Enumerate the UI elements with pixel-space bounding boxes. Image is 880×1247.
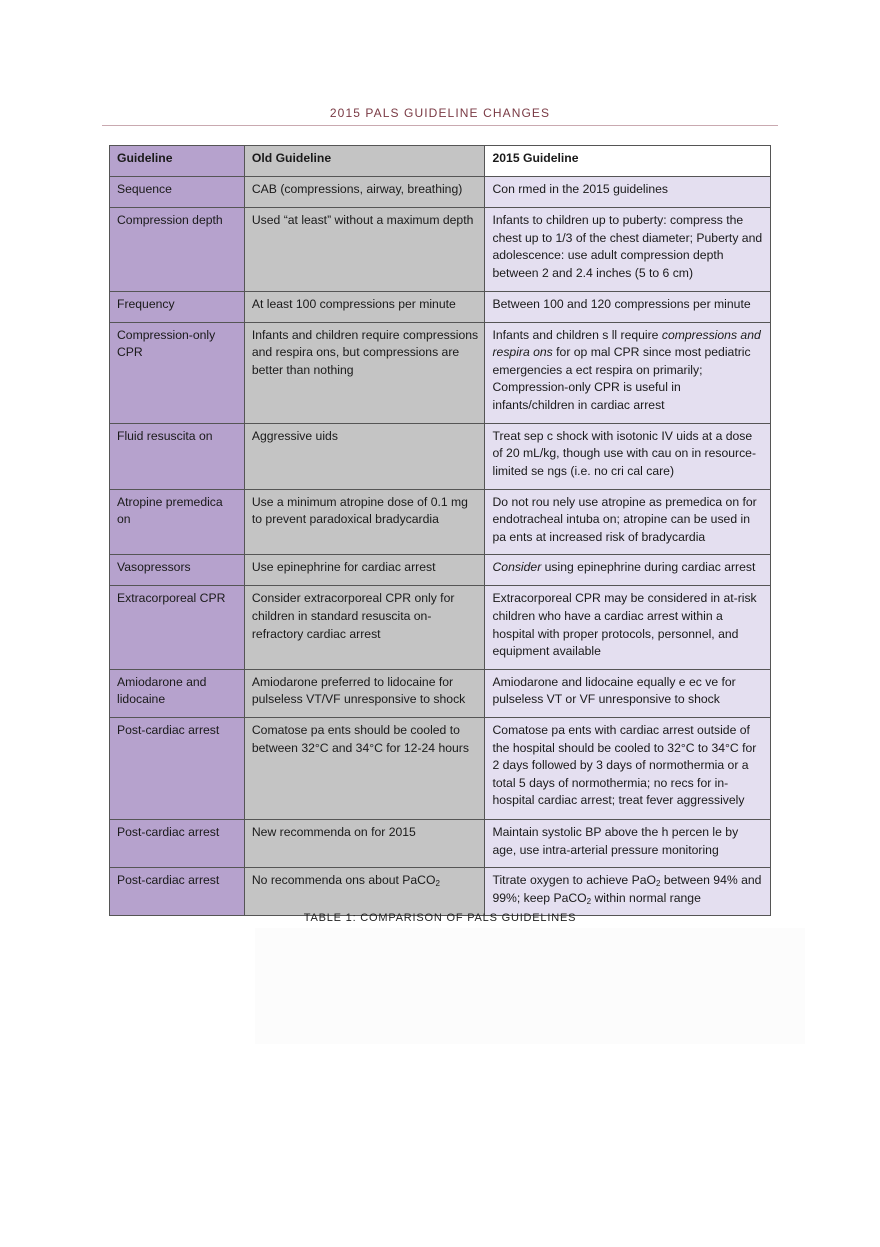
guideline-cell: Post-cardiac arrest xyxy=(110,717,245,819)
guideline-cell: Compression depth xyxy=(110,208,245,292)
guideline-comparison-table xyxy=(109,145,771,916)
new-guideline-cell: Between 100 and 120 compressions per minute xyxy=(485,292,771,323)
old-guideline-cell: Aggressive uids xyxy=(244,423,485,489)
table-row xyxy=(110,177,771,208)
old-guideline-cell: Use a minimum atropine dose of 0.1 mg to prevent paradoxical bradycardia xyxy=(244,489,485,555)
page-header: 2015 PALS GUIDELINE CHANGES xyxy=(329,106,551,120)
old-guideline-cell: Used “at least” without a maximum depth xyxy=(244,208,485,292)
guideline-cell: Post-cardiac arrest xyxy=(110,819,245,867)
guideline-cell: Post-cardiac arrest xyxy=(110,868,245,916)
new-guideline-cell: Infants to children up to puberty: compress the chest up to 1/3 of the chest diameter; Puberty and adolescence: use adult compression depth between 2 and 2.4 inches (5 to 6 cm) xyxy=(485,208,771,292)
table-row xyxy=(110,322,771,423)
table-header-row xyxy=(110,146,771,177)
table-row xyxy=(110,669,771,717)
guideline-cell: Atropine premedica on xyxy=(110,489,245,555)
old-guideline-cell: Consider extracorporeal CPR only for children in standard resuscita on-refractory cardiac arrest xyxy=(244,586,485,669)
guideline-cell: Vasopressors xyxy=(110,555,245,586)
old-guideline-cell: No recommenda ons about PaCO$_2$ xyxy=(244,868,485,916)
table-row xyxy=(110,292,771,323)
new-guideline-cell: Treat sep c shock with isotonic IV uids at a dose of 20 mL/kg, though use with cau on in resource-limited se ngs (i.e. no cri cal care) xyxy=(485,423,771,489)
guideline-cell: Amiodarone and lidocaine xyxy=(110,669,245,717)
table-row xyxy=(110,555,771,586)
old-guideline-cell: Use epinephrine for cardiac arrest xyxy=(244,555,485,586)
old-guideline-cell: At least 100 compressions per minute xyxy=(244,292,485,323)
column-header-guideline: Guideline xyxy=(110,146,245,177)
new-guideline-cell: Infants and children s ll require compressions and respira ons for op mal CPR since most pediatric emergencies a ect respira on primarily; Compression-only CPR is useful in infants/children in cardiac arrest xyxy=(485,322,771,423)
new-guideline-cell: Do not rou nely use atropine as premedica on for endotracheal intuba on; atropine can be used in pa ents at increased risk of bradycardia xyxy=(485,489,771,555)
table-row xyxy=(110,208,771,292)
guideline-cell: Sequence xyxy=(110,177,245,208)
table-row xyxy=(110,586,771,669)
new-guideline-cell: Comatose pa ents with cardiac arrest outside of the hospital should be cooled to 32°C to 34°C for 2 days followed by 3 days of normothermia or a total 5 days of normothermia; no recs for in-hospital cardiac arrest; treat fever aggressively xyxy=(485,717,771,819)
new-guideline-cell: Titrate oxygen to achieve PaO$_2$ between 94% and 99%; keep PaCO$_2$ within normal range xyxy=(485,868,771,916)
old-guideline-cell: CAB (compressions, airway, breathing) xyxy=(244,177,485,208)
old-guideline-cell: Comatose pa ents should be cooled to between 32°C and 34°C for 12-24 hours xyxy=(244,717,485,819)
table-row xyxy=(110,868,771,916)
column-header-2015-guideline: 2015 Guideline xyxy=(485,146,771,177)
table-row xyxy=(110,423,771,489)
old-guideline-cell: Amiodarone preferred to lidocaine for pulseless VT/VF unresponsive to shock xyxy=(244,669,485,717)
new-guideline-cell: Amiodarone and lidocaine equally e ec ve for pulseless VT or VF unresponsive to shock xyxy=(485,669,771,717)
table-row xyxy=(110,489,771,555)
old-guideline-cell: New recommenda on for 2015 xyxy=(244,819,485,867)
new-guideline-cell: Maintain systolic BP above the h percen le by age, use intra-arterial pressure monitoring xyxy=(485,819,771,867)
faint-background-block xyxy=(255,928,805,1044)
column-header-old-guideline: Old Guideline xyxy=(244,146,485,177)
guideline-cell: Frequency xyxy=(110,292,245,323)
guideline-cell: Compression-only CPR xyxy=(110,322,245,423)
guideline-cell: Extracorporeal CPR xyxy=(110,586,245,669)
new-guideline-cell: Consider using epinephrine during cardiac arrest xyxy=(485,555,771,586)
old-guideline-cell: Infants and children require compressions and respira ons, but compressions are better than nothing xyxy=(244,322,485,423)
table-caption: TABLE 1: COMPARISON OF PALS GUIDELINES xyxy=(303,912,577,924)
header-divider xyxy=(102,125,778,126)
new-guideline-cell: Extracorporeal CPR may be considered in at-risk children who have a cardiac arrest within a hospital with proper protocols, personnel, and equipment available xyxy=(485,586,771,669)
guideline-cell: Fluid resuscita on xyxy=(110,423,245,489)
new-guideline-cell: Con rmed in the 2015 guidelines xyxy=(485,177,771,208)
table-row xyxy=(110,717,771,819)
table-row xyxy=(110,819,771,867)
